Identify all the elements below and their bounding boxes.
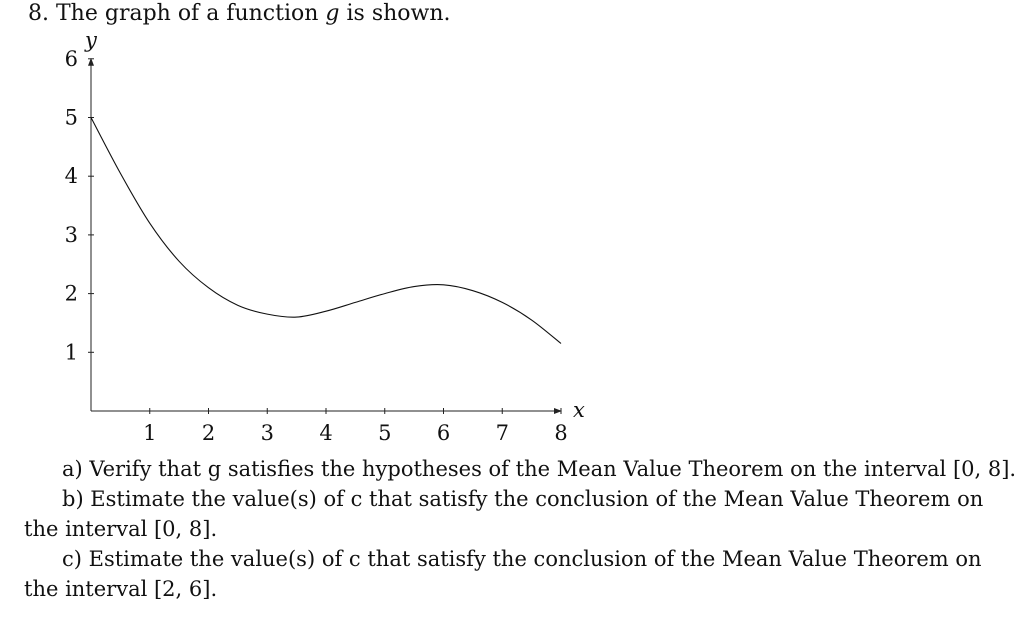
function-variable: g — [325, 1, 340, 26]
x-tick-label: 5 — [378, 421, 392, 445]
x-axis-label: x — [573, 398, 585, 422]
x-tick-label: 1 — [143, 421, 157, 445]
x-tick-label: 3 — [260, 421, 274, 445]
x-tick-label: 2 — [201, 421, 216, 445]
x-tick-label: 8 — [554, 421, 568, 445]
y-axis-label: y — [85, 27, 97, 52]
y-tick-label: 2 — [64, 281, 78, 306]
axes — [84, 28, 585, 422]
question-a: a) Verify that g satisfies the hypotheses of the Mean Value Theorem on the interval [0, 8]. — [62, 457, 1017, 481]
problem-number: 8. — [28, 1, 49, 26]
function-curve — [91, 118, 561, 344]
question-c-line2: the interval [2, 6]. — [24, 577, 218, 601]
x-tick-label: 7 — [495, 421, 509, 445]
y-tick-label: 4 — [64, 164, 78, 189]
problem-text-after: is shown. — [346, 1, 451, 26]
y-tick-label: 5 — [64, 105, 78, 130]
y-tick-label: 3 — [64, 222, 78, 247]
question-b-line1: b) Estimate the value(s) of c that satisfy the conclusion of the Mean Value Theorem on — [62, 487, 984, 511]
ticks — [65, 47, 568, 445]
y-tick-label: 1 — [64, 340, 78, 365]
question-c-line1: c) Estimate the value(s) of c that satisfy the conclusion of the Mean Value Theorem on — [62, 547, 982, 571]
x-tick-label: 4 — [319, 421, 333, 445]
question-b-line2: the interval [0, 8]. — [24, 517, 218, 541]
curve-layer — [91, 118, 561, 344]
x-tick-label: 6 — [436, 421, 451, 445]
problem-text-before: The graph of a function — [56, 1, 319, 26]
y-tick-label: 6 — [64, 46, 78, 71]
